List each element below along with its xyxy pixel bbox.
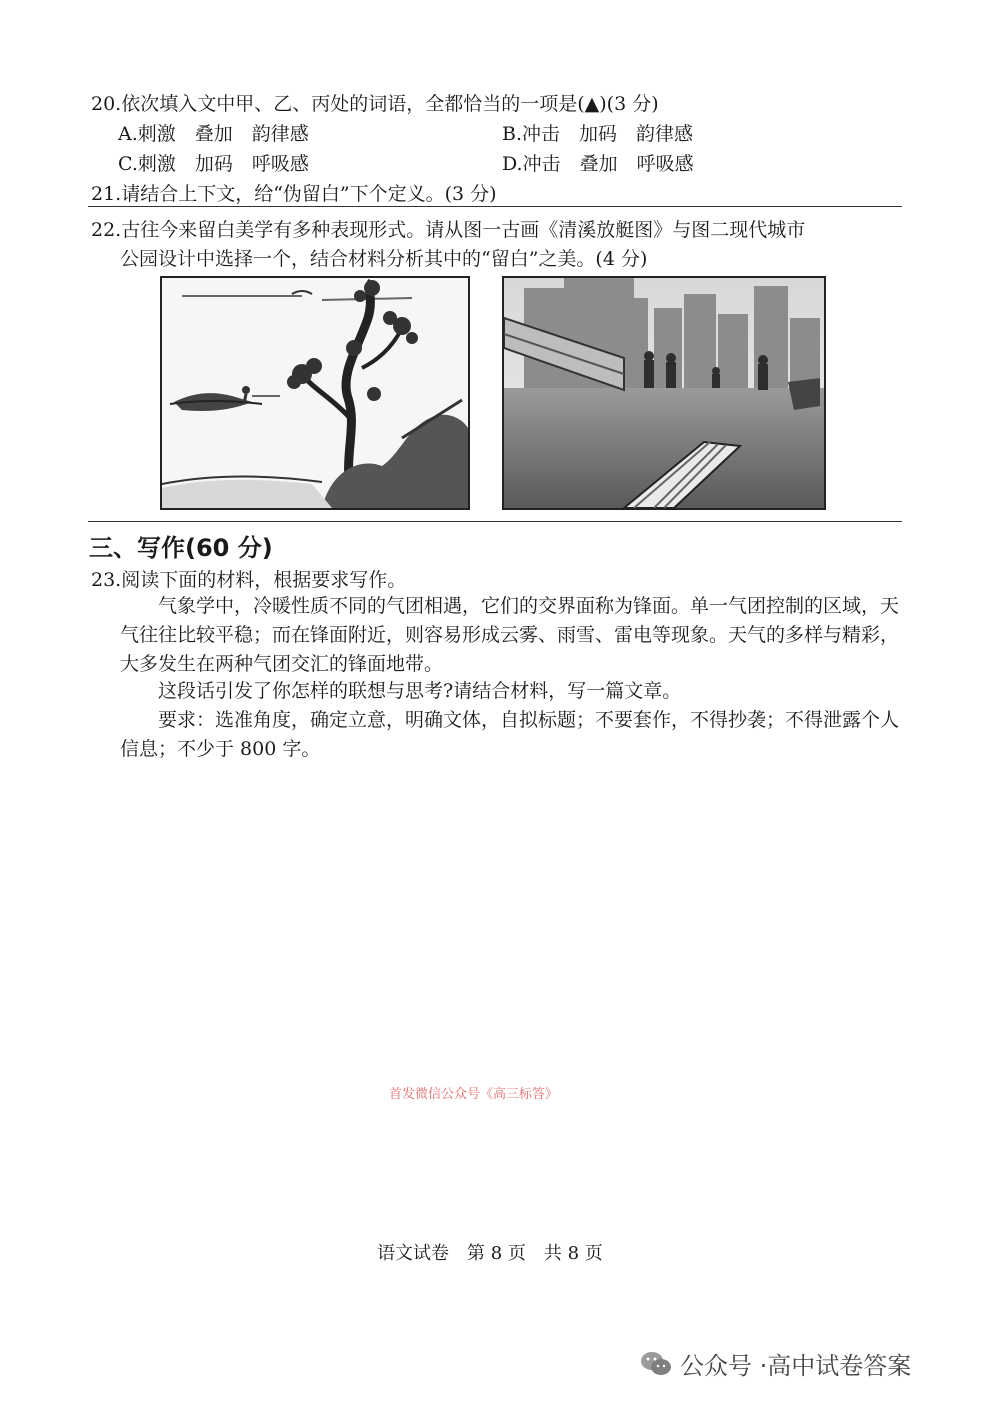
q20-option-a: A.刺激 叠加 韵律感: [118, 123, 309, 145]
q23-requirements: 要求：选准角度，确定立意，明确文体，自拟标题；不要套作，不得抄袭；不得泄露个人信息；不少于 800 字。: [120, 709, 900, 760]
divider-line: [88, 206, 902, 207]
q20-option-d: D.冲击 叠加 呼吸感: [502, 153, 694, 175]
watermark-text: 首发微信公众号《高三标答》: [389, 1087, 559, 1102]
q21-stem: 21.请结合上下文，给“伪留白”下个定义。(3 分): [91, 183, 497, 205]
section-title: 三、写作(60 分): [89, 534, 273, 562]
section-divider: [88, 521, 902, 522]
q23-stem: 23.阅读下面的材料，根据要求写作。: [91, 569, 407, 591]
figure-modern-park: [502, 276, 826, 510]
page-footer: 语文试卷 第 8 页 共 8 页: [377, 1243, 603, 1264]
q23-prompt: 这段话引发了你怎样的联想与思考?请结合材料，写一篇文章。: [158, 680, 682, 702]
park-bench-illustration: [504, 278, 824, 508]
q20-option-b: B.冲击 加码 韵律感: [502, 123, 694, 145]
q20-stem: 20.依次填入文中甲、乙、丙处的词语，全都恰当的一项是(▲)(3 分): [91, 93, 659, 115]
brand-bar: [640, 1346, 911, 1381]
wechat-icon: [640, 1350, 672, 1378]
ink-landscape-illustration: [162, 278, 468, 508]
q22-stem-line2: 公园设计中选择一个，结合材料分析其中的“留白”之美。(4 分): [120, 248, 648, 270]
figure-ancient-painting: [160, 276, 470, 510]
q23-material: 气象学中，冷暖性质不同的气团相遇，它们的交界面称为锋面。单一气团控制的区域，天气往往比较平稳；而在锋面附近，则容易形成云雾、雨雪、雷电等现象。天气的多样与精彩，大多发生在两种气团交汇的锋面地带。: [120, 595, 900, 675]
q20-option-c: C.刺激 加码 呼吸感: [118, 153, 309, 175]
q22-stem-line1: 22.古往今来留白美学有多种表现形式。请从图一古画《清溪放艇图》与图二现代城市: [91, 219, 806, 241]
brand-prefix: 公众号 ·: [680, 1352, 768, 1380]
brand-name: 高中试卷答案: [767, 1352, 912, 1380]
